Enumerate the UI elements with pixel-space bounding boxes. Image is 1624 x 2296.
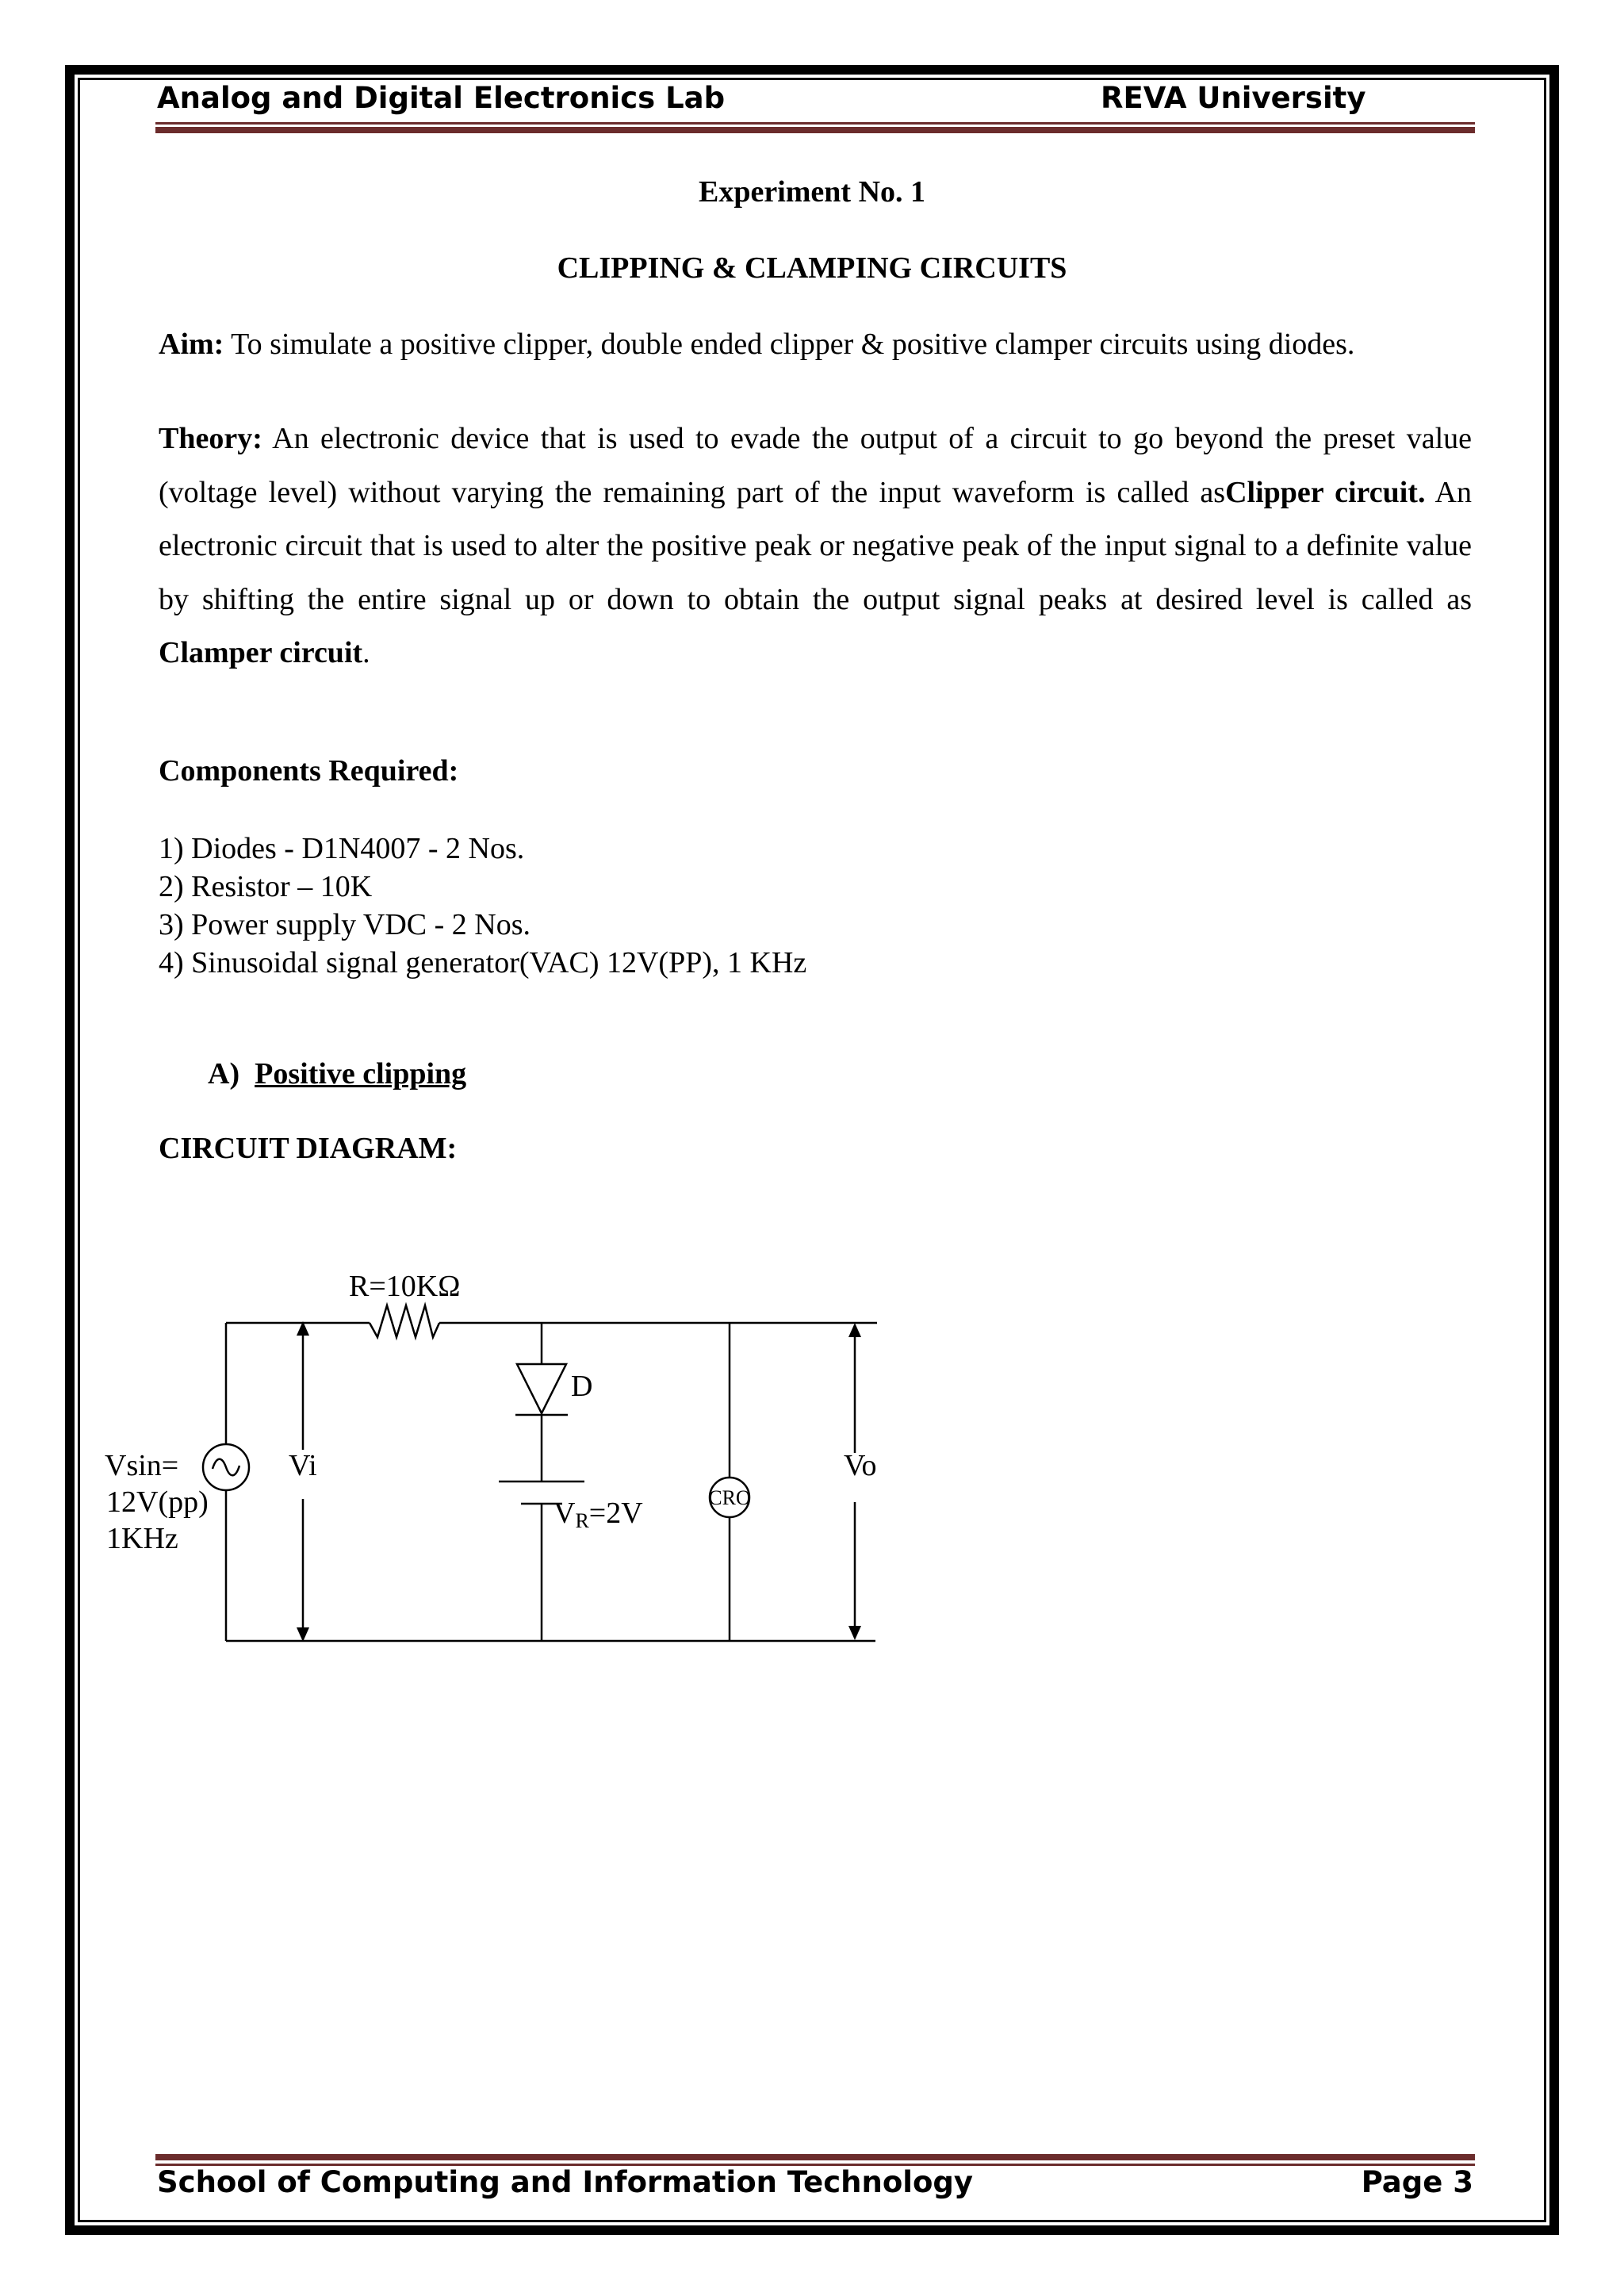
theory-end: .	[362, 636, 370, 669]
vo-arrow-up-icon	[848, 1323, 861, 1337]
vr-label-main: V	[553, 1497, 576, 1530]
cro-label: CRO	[708, 1486, 751, 1509]
page-header	[157, 79, 1473, 127]
source-label-line3: 1KHz	[106, 1522, 178, 1555]
experiment-title: CLIPPING & CLAMPING CIRCUITS	[557, 251, 1067, 285]
resistor-label: R=10KΩ	[349, 1270, 461, 1303]
circuit-diagram-heading: CIRCUIT DIAGRAM:	[159, 1132, 458, 1165]
components-heading: Components Required:	[159, 754, 459, 788]
vi-label: Vi	[289, 1449, 317, 1482]
diode-icon	[515, 1364, 568, 1415]
circuit-diagram	[95, 1237, 920, 1650]
theory-clipper-term: Clipper circuit.	[1225, 475, 1426, 509]
resistor-icon	[370, 1305, 439, 1337]
footer-school: School of Computing and Information Technology	[157, 2165, 973, 2199]
theory-label: Theory:	[159, 422, 262, 455]
vo-label: Vo	[844, 1449, 877, 1482]
vr-label-value: =2V	[588, 1497, 643, 1530]
page-number: Page 3	[1361, 2165, 1473, 2199]
list-item: 1) Diodes - D1N4007 - 2 Nos.	[159, 832, 525, 865]
circuit-wires	[226, 1305, 877, 1641]
footer-rule-thick	[155, 2154, 1475, 2160]
theory-text-1: An electronic device that is used to evade the output of a circuit to go beyond the preset value (voltage level) without varying the remaining part of the input waveform is called as	[159, 422, 1472, 509]
vo-arrow-down-icon	[848, 1626, 861, 1640]
list-item: 3) Power supply VDC - 2 Nos.	[159, 908, 531, 941]
components-list	[159, 830, 806, 982]
experiment-number: Experiment No. 1	[698, 175, 926, 209]
list-item: 4) Sinusoidal signal generator(VAC) 12V(PP), 1 KHz	[159, 946, 807, 979]
ac-source-icon	[203, 1444, 249, 1490]
theory-text-2: An electronic circuit that is used to alter the positive peak or negative peak of the input signal to a definite value by shifting the entire signal up or down to obtain the output signal peaks at desired level is called as	[159, 475, 1472, 616]
aim-text: To simulate a positive clipper, double ended clipper & positive clamper circuits using diodes.	[224, 328, 1355, 361]
header-rule-thick	[155, 127, 1475, 133]
vr-label-subscript: R	[575, 1509, 589, 1532]
theory-clamper-term: Clamper circuit	[159, 636, 363, 669]
vr-label	[553, 1497, 643, 1532]
vi-arrow-down-icon	[297, 1627, 309, 1642]
page-footer	[157, 2165, 1473, 2213]
source-label-line2: 12V(pp)	[106, 1485, 209, 1519]
diode-label: D	[571, 1370, 593, 1403]
section-title: Positive clipping	[255, 1057, 467, 1091]
section-prefix: A)	[208, 1057, 240, 1091]
theory-paragraph	[159, 412, 1472, 680]
aim-label: Aim:	[159, 328, 224, 361]
header-rule-thin	[155, 122, 1475, 125]
header-university: REVA University	[1101, 81, 1366, 115]
aim-paragraph	[159, 327, 1475, 362]
header-lab-name: Analog and Digital Electronics Lab	[157, 81, 726, 115]
source-label-line1: Vsin=	[105, 1449, 179, 1482]
section-heading-a	[208, 1056, 466, 1091]
list-item: 2) Resistor – 10K	[159, 870, 373, 903]
